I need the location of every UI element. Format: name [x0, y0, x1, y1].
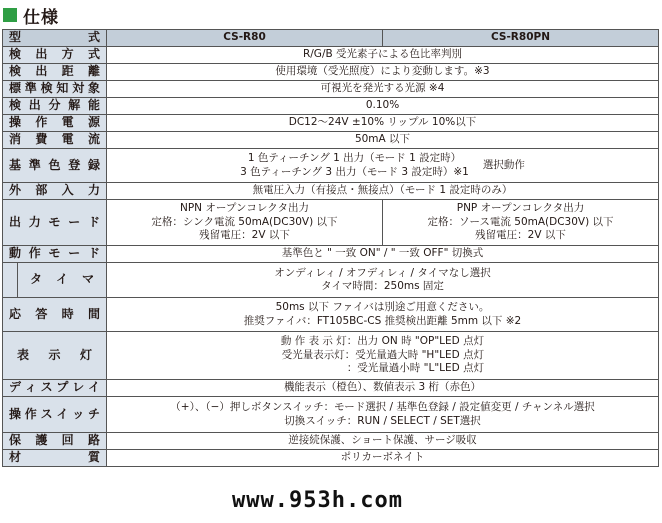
indent-block — [3, 263, 18, 297]
row-value: 無電圧入力（有接点・無接点）（モード 1 設定時のみ） — [107, 183, 659, 200]
row-value: 基準色と " 一致 ON" / " 一致 OFF" 切換式 — [107, 246, 659, 263]
row-label-cell — [3, 132, 107, 149]
indicator-line2: 受光量表示灯：受光量過大時 "H"LED 点灯 — [281, 348, 485, 361]
table-row — [3, 332, 659, 380]
row-label-cell — [3, 200, 107, 246]
section-heading — [3, 3, 59, 27]
row-label: 材 質 — [9, 450, 100, 465]
row-label: 動 作 モ ー ド — [9, 246, 100, 261]
row-label: タ イ マ — [30, 272, 94, 287]
row-label: デ ィ ス プ レ イ — [9, 380, 100, 395]
table-row — [3, 397, 659, 433]
row-value: R/G/B 受光素子による色比率判別 — [107, 47, 659, 64]
heading-square-icon — [3, 8, 17, 22]
row-value-cell — [107, 332, 659, 380]
row-value: 逆接続保護、ショート保護、サージ吸収 — [107, 433, 659, 450]
switch-line1: （+）、（−）押しボタンスイッチ：モード選択 / 基準色登録 / 設定値変更 / チャンネル選択 — [170, 401, 595, 414]
row-label-cell — [3, 433, 107, 450]
row-label-cell — [3, 380, 107, 397]
row-value-cell — [107, 397, 659, 433]
row-value: 可視光を発光する光源 ※4 — [107, 81, 659, 98]
row-label-cell — [3, 115, 107, 132]
row-label: 表 示 灯 — [17, 347, 92, 362]
response-line2: 推奨ファイバ：FT105BC-CS 推奨検出距離 5mm 以下 ※2 — [243, 314, 522, 327]
header-label-cell — [3, 30, 107, 47]
spec-table — [2, 29, 659, 467]
row-label: 外 部 入 力 — [9, 183, 100, 198]
table-row — [3, 450, 659, 467]
table-row — [3, 433, 659, 450]
row-label-cell — [3, 298, 107, 332]
pnp-line1: PNP オープンコレクタ出力 — [456, 202, 585, 215]
table-row — [3, 81, 659, 98]
row-value: ポリカーボネイト — [107, 450, 659, 467]
header-col1: CS-R80 — [107, 30, 383, 47]
row-value: 0.10% — [107, 98, 659, 115]
row-value: 50mA 以下 — [107, 132, 659, 149]
row-label-cell — [3, 81, 107, 98]
row-label-cell — [3, 47, 107, 64]
row-label-cell — [3, 263, 107, 298]
pnp-line3: 残留電圧：2V 以下 — [475, 229, 566, 242]
row-label: 保 護 回 路 — [9, 433, 100, 448]
timer-line1: オンディレィ / オフディレィ / タイマなし選択 — [274, 266, 491, 279]
table-row — [3, 263, 659, 298]
row-value: 使用環境（受光照度）により変動します。※3 — [107, 64, 659, 81]
row-label-cell — [3, 149, 107, 183]
heading-title: 仕様 — [23, 7, 59, 28]
row-label: 消 費 電 流 — [9, 132, 100, 147]
table-row — [3, 47, 659, 64]
header-col2: CS-R80PN — [383, 30, 659, 47]
response-line1: 50ms 以下 ファイバは別途ご用意ください。 — [275, 301, 490, 314]
row-value: DC12～24V ±10% リップル 10%以下 — [107, 115, 659, 132]
row-value-cell — [107, 149, 659, 183]
table-row — [3, 98, 659, 115]
timer-line2: タイマ時間：250ms 固定 — [321, 280, 444, 292]
indicator-line1: 動 作 表 示 灯：出力 ON 時 "OP"LED 点灯 — [280, 335, 485, 348]
table-row — [3, 246, 659, 263]
ref-color-line1: 1 色ティーチング 1 出力（モード 1 設定時） — [247, 152, 462, 165]
pnp-output-cell — [383, 200, 659, 246]
table-row — [3, 298, 659, 332]
row-label-cell — [3, 183, 107, 200]
npn-line2: 定格：シンク電流 50mA(DC30V) 以下 — [151, 215, 338, 228]
table-header-row — [3, 30, 659, 47]
row-label: 基 準 色 登 録 — [9, 157, 100, 172]
row-label: 出 力 モ ー ド — [9, 214, 100, 229]
table-row — [3, 200, 659, 246]
switch-line2: 切換スイッチ：RUN / SELECT / SET選択 — [284, 414, 481, 427]
table-row — [3, 115, 659, 132]
row-label-cell — [3, 397, 107, 433]
row-label: 標 準 検 知 対 象 — [9, 81, 100, 96]
pnp-line2: 定格：ソース電流 50mA(DC30V) 以下 — [427, 215, 614, 228]
row-label: 検 出 方 式 — [9, 47, 100, 62]
table-row — [3, 380, 659, 397]
npn-output-cell — [107, 200, 383, 246]
npn-line3: 残留電圧：2V 以下 — [199, 229, 290, 242]
row-label-cell — [3, 64, 107, 81]
row-label: 検 出 分 解 能 — [9, 98, 100, 113]
row-label-cell — [3, 98, 107, 115]
ref-color-side: 選択動作 — [482, 158, 525, 171]
table-row — [3, 149, 659, 183]
table-row — [3, 183, 659, 200]
row-value: 機能表示（橙色）、数値表示 3 桁（赤色） — [107, 380, 659, 397]
row-label-cell — [3, 332, 107, 380]
row-label: 操 作 電 源 — [9, 115, 100, 130]
row-label: 操 作 ス イ ッ チ — [9, 406, 100, 421]
row-label-cell — [3, 246, 107, 263]
row-value-cell — [107, 298, 659, 332]
indicator-line3: ：受光量過小時 "L"LED 点灯 — [346, 362, 485, 375]
row-label-cell — [3, 450, 107, 467]
table-row — [3, 64, 659, 81]
row-value-cell — [107, 263, 659, 298]
npn-line1: NPN オープンコレクタ出力 — [179, 202, 309, 215]
watermark-text: www.953h.com — [232, 488, 403, 513]
ref-color-line2: 3 色ティーチング 3 出力（モード 3 設定時）※1 — [240, 165, 469, 178]
row-label: 応 答 時 間 — [9, 306, 100, 321]
table-row — [3, 132, 659, 149]
header-label: 型 式 — [9, 30, 100, 45]
row-label: 検 出 距 離 — [9, 64, 100, 79]
